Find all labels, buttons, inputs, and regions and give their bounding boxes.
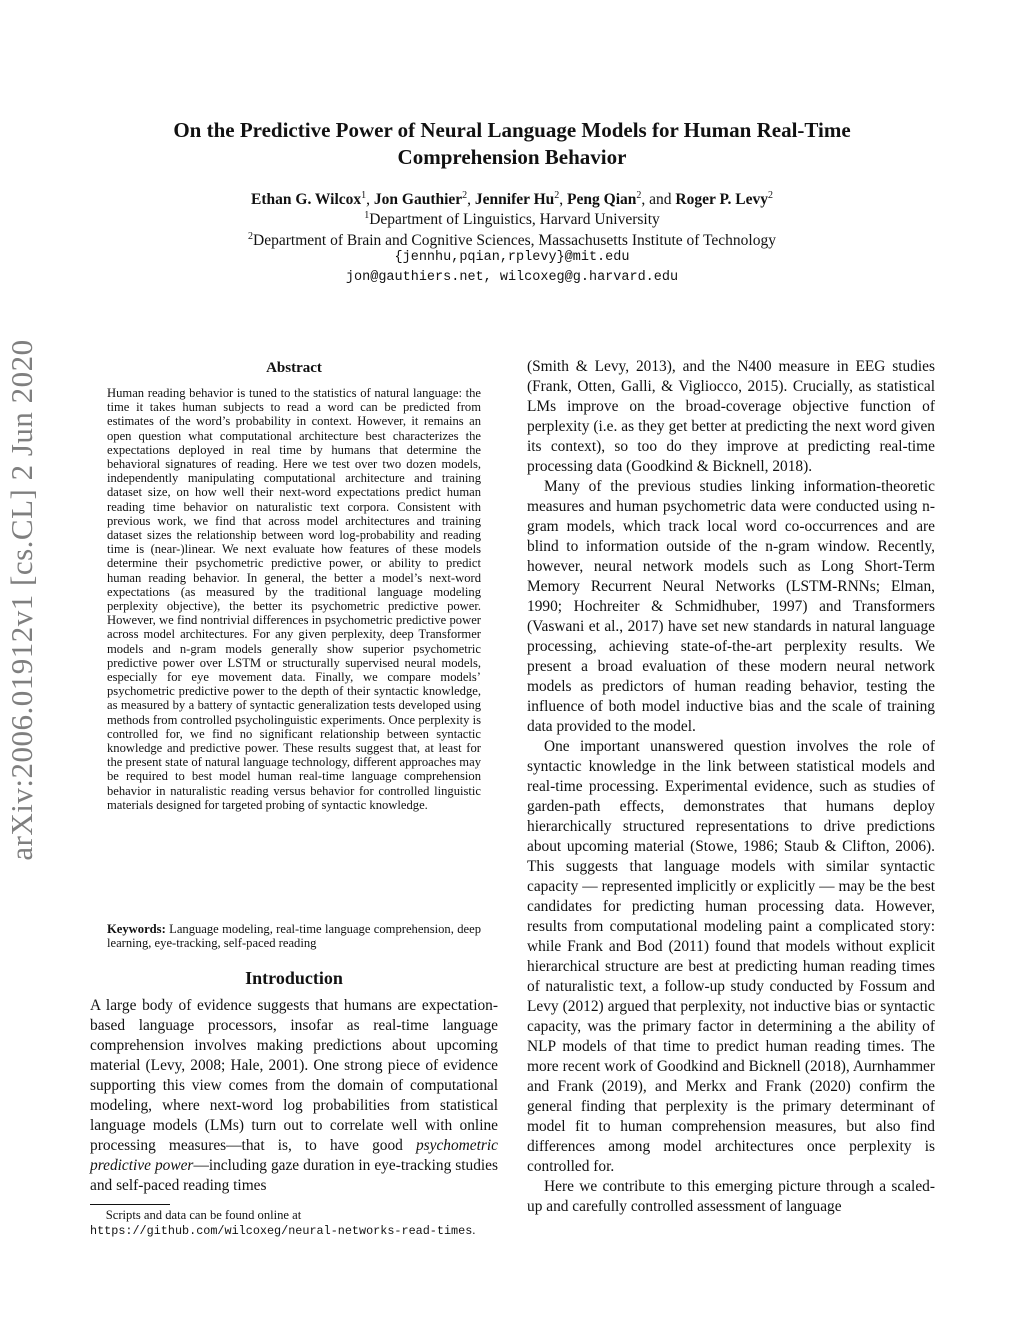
arxiv-sidebar-id[interactable]: arXiv:2006.01912v1 [cs.CL] 2 Jun 2020 — [4, 339, 39, 861]
author-5: Roger P. Levy — [675, 191, 768, 209]
email-mit[interactable]: {jennhu,pqian,rplevy}@mit.edu — [394, 250, 630, 265]
affiliation-1-sup: 1 — [364, 210, 370, 221]
author-5-sup: 2 — [767, 190, 773, 201]
author-4-sup: 2 — [636, 190, 642, 201]
intro-text-emphasis: psychometric predictive power — [90, 1137, 498, 1174]
author-2-sup: 2 — [462, 190, 468, 201]
right-column — [527, 357, 935, 1217]
author-1: Ethan G. Wilcox — [251, 191, 362, 209]
footnote-end: . — [472, 1223, 476, 1237]
author-and: and — [649, 191, 672, 209]
paper-title — [100, 117, 924, 171]
author-3: Jennifer Hu — [474, 191, 555, 209]
abstract-heading: Abstract — [266, 360, 322, 376]
footnote-rule — [90, 1204, 170, 1205]
keywords — [107, 922, 481, 950]
author-1-sup: 1 — [361, 190, 367, 201]
keywords-label: Keywords: — [107, 922, 166, 936]
right-paragraph-4: Here we contribute to this emerging picture through a scaled-up and carefully controlled assessment of language — [527, 1178, 935, 1215]
right-paragraph-1: (Smith & Levy, 2013), and the N400 measure in EEG studies (Frank, Otten, Galli, & Vigliocco, 2015). Crucially, as statistical LMs improve on the broad-coverage objective function of perplexity (i.e. as they get better at predicting the next word given its context), so too do they improve at predicting real-time processing data (Goodkind & Bicknell, 2018). — [527, 358, 935, 475]
email-other[interactable]: jon@gauthiers.net, wilcoxeg@g.harvard.edu — [345, 270, 679, 285]
right-paragraph-2: Many of the previous studies linking information-theoretic measures and human psychometric data were conducted using n-gram models, which track local word co-occurrences and are blind to information outside of the n-gram window. Recently, however, neural network models such as Long Short-Term Memory Recurrent Neural Networks (LSTM-RNNs; Elman, 1990; Hochreiter & Schmidhuber, 1997) and Transformers (Vaswani et al., 2017) have set new standards in natural language processing, achieving state-of-the-art perplexity results. We present a broad evaluation of these modern neural network models as predictors of human reading behavior, testing the influence of both model inductive bias and the scale of training data provided to the model. — [527, 478, 935, 735]
keywords-text: Language modeling, real-time language comprehension, deep learning, eye-tracking, self-paced reading — [107, 922, 481, 951]
introduction-heading: Introduction — [245, 968, 343, 988]
author-2: Jon Gauthier — [373, 191, 463, 209]
footnote-text: Scripts and data can be found online at — [105, 1208, 302, 1222]
footnote — [90, 1208, 498, 1239]
author-3-sup: 2 — [554, 190, 560, 201]
title-line-2: Comprehension Behavior — [397, 145, 627, 169]
footnote-url[interactable]: https://github.com/wilcoxeg/neural-networks-read-times — [90, 1224, 473, 1238]
intro-text-a: A large body of evidence suggests that humans are expectation-based language processors, insofar as real-time language comprehension involves making predictions about upcoming material (Levy, 2008; Hale, 2001). One strong piece of evidence supporting this view comes from the domain of computational modeling, where next-word log probabilities from statistical language models (LMs) turn out to correlate well with online processing measures—that is, to have good — [90, 997, 498, 1154]
affiliation-1-text: Department of Linguistics, Harvard University — [369, 211, 660, 229]
right-paragraph-3: One important unanswered question involves the role of syntactic knowledge in the link between statistical models and real-time processing. Experimental evidence, such as studies of garden-path effects, demonstrates that humans deploy hierarchically structured representations to drive predictions about upcoming material (Stowe, 1986; Staub & Clifton, 2006). This suggests that language models with similar syntactic capacity — represented implicitly or explicitly — may be the best candidates for predicting human processing data. However, results from computational modeling paint a complicated story: while Frank and Bod (2011) found that models without explicit hierarchical structure are best at predicting human reading times of naturalistic text, a follow-up study conducted by Fossum and Levy (2012) argued that perplexity, not inductive bias or syntactic capacity, was the primary factor in determining a the ability of NLP models of that time to predict human reading times. The more recent work of Goodkind and Bicknell (2018), Aurnhammer and Frank (2019), and Merkx and Frank (2020) confirm the general finding that perplexity is the primary determinant of model fit to human comprehension measures, but also find differences among model architectures once perplexity is controlled for. — [527, 738, 935, 1175]
author-4: Peng Qian — [567, 191, 637, 209]
introduction-body — [90, 996, 498, 1196]
author-list: Ethan G. Wilcox$^1$, Jon Gauthier$^2$, Jennifer Hu$^2$, Peng Qian$^2$, and Roger P. Levy$^2$ — [251, 190, 773, 209]
affiliation-2-sup: 2 — [248, 231, 254, 242]
title-line-1: On the Predictive Power of Neural Language Models for Human Real-Time — [173, 118, 851, 142]
affiliation-2-text: Department of Brain and Cognitive Sciences, Massachusetts Institute of Technology — [253, 232, 776, 250]
intro-text-b: —including gaze duration in eye-tracking studies and self-paced reading times — [90, 1157, 499, 1194]
abstract-body: Human reading behavior is tuned to the statistics of natural language: the time it takes human subjects to read a word can be predicted from estimates of the word’s probability in context. However, it remains an open question what computational architecture best characterizes the expectations deployed in real time by humans that determine the behavioral signatures of reading. Here we test over two dozen models, independently manipulating computational architecture and training dataset size, on how well their next-word expectations predict human reading time behavior on naturalistic text corpora. Consistent with previous work, we find that across model architectures and training dataset sizes the relationship between word log-probability and reading time is (near-)linear. We next evaluate how features of these models determine their psychometric predictive power, or ability to predict human reading behavior. In general, the better a model’s next-word expectations (as measured by the traditional language modeling perplexity objective), the better its psychometric predictive power. However, we find nontrivial differences in psychometric predictive power across model architectures. For any given perplexity, deep Transformer models and n-gram models generally show superior psychometric predictive power over LSTM or structurally supervised neural models, especially for eye movement data. Finally, we compare models’ psychometric predictive power to the depth of their syntactic knowledge, as measured by a battery of syntactic generalization tests developed using methods from controlled psycholinguistic experiments. Once perplexity is controlled for, we find no significant relationship between syntactic knowledge and predictive power. These results suggest that, at least for the present state of natural language technology, different approaches may be required to best model human real-time language comprehension behavior in naturalistic reading versus behavior for controlled linguistic materials designed for targeted probing of syntactic knowledge. — [107, 386, 481, 812]
